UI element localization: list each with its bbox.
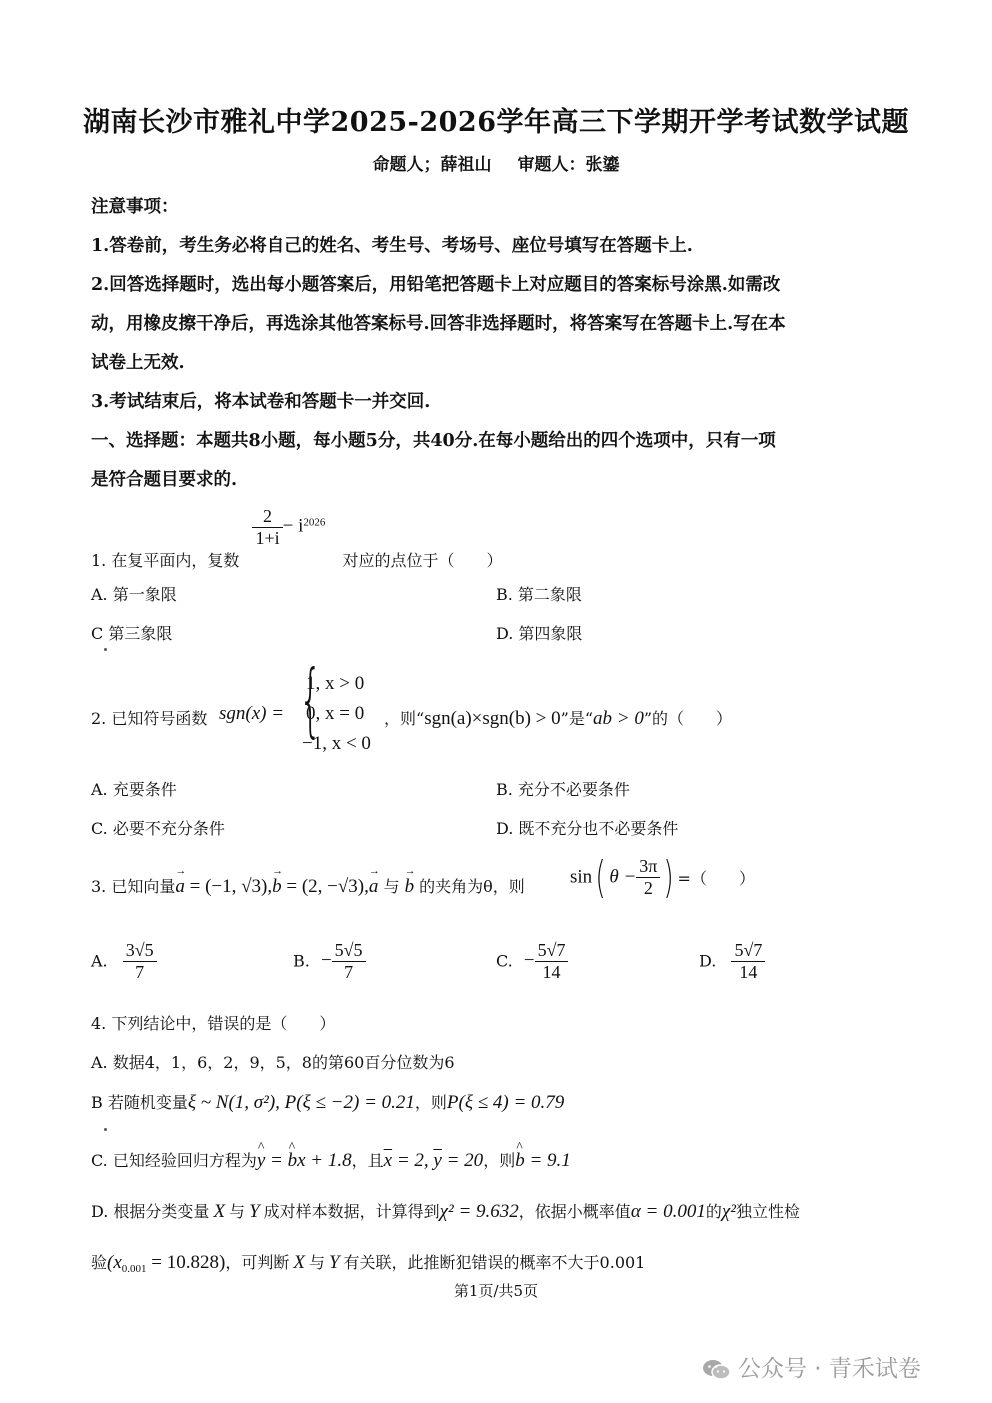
q4-option-d-line-1: D. 根据分类变量 X 与 Y 成对样本数据，计算得到χ² = 9.632，依据小概率值α = 0.001的χ²独立性检	[91, 1201, 800, 1222]
q1-den: 1+i	[255, 527, 280, 548]
watermark-text: 公众号 · 青禾试卷	[738, 1356, 921, 1382]
section-heading-line-1: 一、选择题：本题共8小题，每小题5分，共40分.在每小题给出的四个选项中，只有一项	[91, 431, 776, 451]
q1-option-a: A. 第一象限	[91, 585, 177, 604]
q4-option-b: B 若随机变量ξ ~ N(1, σ²), P(ξ ≤ −2) = 0.21，则P(ξ ≤ 4) = 0.79	[91, 1092, 565, 1113]
watermark	[702, 1350, 921, 1383]
section-heading-line-2: 是符合题目要求的.	[91, 470, 238, 490]
q2-prefix: 2. 已知符号函数	[91, 709, 208, 728]
notice-item-3: 3.考试结束后，将本试卷和答题卡一并交回.	[91, 392, 431, 412]
q4-stem: 4. 下列结论中，错误的是（ ）	[91, 1014, 336, 1033]
stray-dot	[104, 648, 107, 651]
q2-option-a: A. 充要条件	[91, 780, 177, 799]
q1-option-d: D. 第四象限	[496, 624, 583, 643]
q1-prefix: 1. 在复平面内，复数	[91, 550, 240, 570]
notice-item-2-line-3: 试卷上无效.	[91, 353, 185, 373]
q3-option-c: C. − $\frac{5√7}{14}$	[496, 940, 568, 982]
q2-option-b: B. 充分不必要条件	[496, 780, 630, 799]
q2-case-2: 0, x = 0	[306, 703, 365, 724]
question-1	[91, 506, 503, 570]
q3-option-b: B. − $\frac{5√5}{7}$	[293, 940, 366, 982]
setter: 命题人；薛祖山	[372, 155, 492, 175]
q4-option-a: A. 数据4，1，6，2，9，5，8的第60百分位数为6	[91, 1053, 455, 1072]
notice-item-2-line-1: 2.回答选择题时，选出每小题答案后，用铅笔把答题卡上对应题目的答案标号涂黑.如需改	[91, 275, 781, 295]
q3-pi-fraction: $\frac{3\pi}{2}$	[636, 856, 660, 898]
authors-line	[0, 150, 992, 175]
stray-dot-2	[104, 1128, 107, 1131]
notice-heading: 注意事项：	[91, 197, 179, 217]
q2-condition-1: sgn(a)×sgn(b) > 0	[424, 708, 561, 729]
q1-suffix: 对应的点位于（ ）	[342, 550, 503, 570]
q3-sine-expression: sin( θ − $\frac{3\pi}{2}$ ) =（ ）	[570, 852, 755, 903]
q1-fraction	[252, 506, 282, 548]
q3-option-d: D. $\frac{5√7}{14}$	[699, 940, 765, 982]
q2-case-1: 1, x > 0	[306, 673, 365, 694]
q1-minus-i: − i	[282, 515, 304, 537]
q1-exponent: 2026	[303, 516, 326, 529]
q2-condition-2: ab > 0	[593, 708, 644, 729]
q2-brace: {	[298, 653, 322, 746]
wechat-icon	[702, 1358, 732, 1382]
q2-option-c: C. 必要不充分条件	[91, 819, 225, 838]
notice-item-1: 1.答卷前，考生务必将自己的姓名、考生号、考场号、座位号填写在答题卡上.	[91, 236, 693, 256]
page-footer: 第1页/共5页	[453, 1282, 539, 1300]
q1-num: 2	[252, 506, 282, 528]
q1-option-c: C 第三象限	[91, 624, 173, 643]
q3-prefix: 3. 已知向量	[91, 877, 176, 896]
notice-item-2-line-2: 动，用橡皮擦干净后，再选涂其他答案标号.回答非选择题时，将答案写在答题卡上.写在本	[91, 314, 786, 334]
question-3: 3. 已知向量→ a = (−1, √3),→ b = (2, −√3),→ a 与 → b 的夹角为θ，则	[91, 874, 525, 898]
q1-option-b: B. 第二象限	[496, 585, 582, 604]
q2-case-3: −1, x < 0	[302, 733, 371, 754]
q2-tail: ，则“sgn(a)×sgn(b) > 0”是“ab > 0”的（ ）	[384, 708, 733, 729]
q4-option-c: C. 已知经验回归方程为^ y = ^ bx + 1.8，且$\overline{x} = 2$, $\overline{y} = 20$，则^ b = 9.1	[91, 1148, 571, 1172]
q3-option-a: A. $\frac{3√5}{7}$	[91, 940, 157, 982]
page-title: 湖南长沙市雅礼中学2025-2026学年高三下学期开学考试数学试题	[83, 107, 909, 138]
q2-func: sgn(x) =	[219, 703, 285, 724]
q2-option-d: D. 既不充分也不必要条件	[496, 819, 679, 838]
reviewer: 审题人：张鎏	[517, 155, 620, 175]
q4-option-d-line-2: 验$(x_{0.001} = 10.828)$，可判断 X 与 Y 有关联，此推断犯错误的概率不大于0.001	[91, 1252, 646, 1276]
